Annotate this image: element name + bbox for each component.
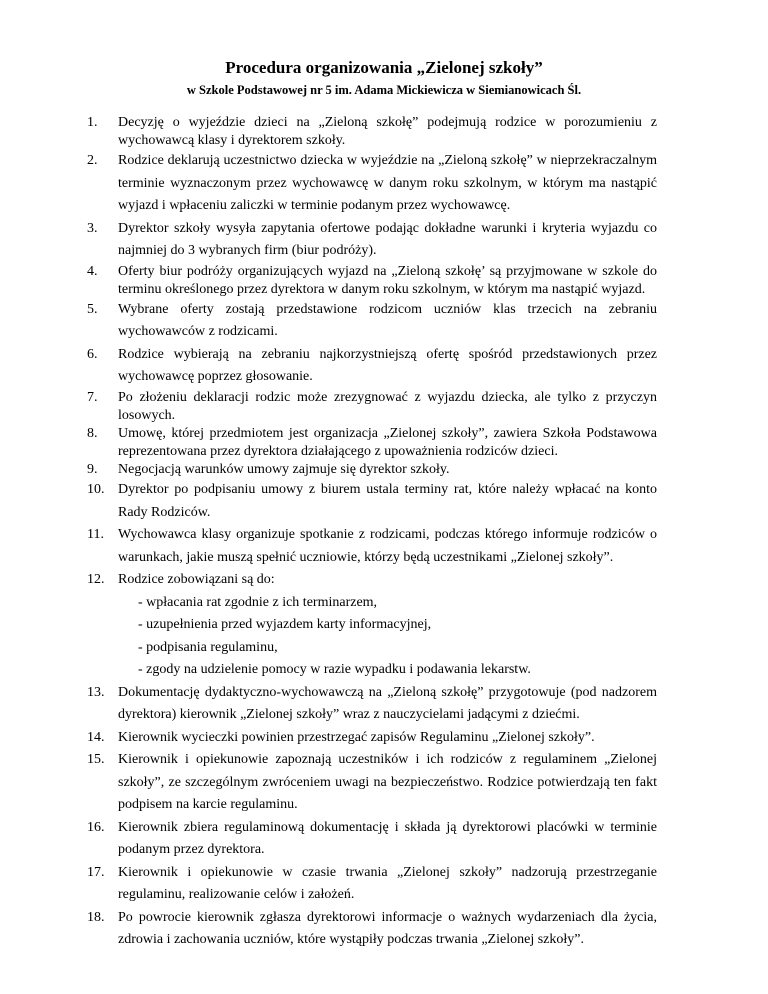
item-number: 10. xyxy=(87,482,105,498)
item-text: Dokumentację dydaktyczno-wychowawczą na „Zieloną szkołę” przygotowuje (pod nadzorem dyrektora) kierownik „Zielonej szkoły” wraz z nauczycielami jadącymi z dziećmi. xyxy=(118,684,657,723)
document-subtitle: w Szkole Podstawowej nr 5 im. Adama Mickiewicza w Siemianowicach Śl. xyxy=(186,83,582,97)
item-text: Umowę, której przedmiotem jest organizacja „Zielonej szkoły”, zawiera Szkoła Podstawowa reprezentowana przez dyrektora działającego z upoważnienia rodziców dzieci. xyxy=(118,426,657,460)
item-text: Negocjacją warunków umowy zajmuje się dyrektor szkoły. xyxy=(118,462,450,478)
subitem: - wpłacania rat zgodnie z ich terminarzem, xyxy=(138,594,378,610)
list-item xyxy=(0,817,657,862)
item-number: 6. xyxy=(87,346,98,362)
item-text: Rodzice wybierają na zebraniu najkorzystniejszą ofertę spośród przedstawionych przez wychowawcę poprzez głosowanie. xyxy=(118,346,657,385)
item-text: Po powrocie kierownik zgłasza dyrektorowi informacje o ważnych wydarzeniach dla życia, zdrowia i zachowania uczniów, które wystąpiły podczas trwania „Zielonej szkoły”. xyxy=(118,909,657,948)
item-text: Kierownik i opiekunowie w czasie trwania „Zielonej szkoły” nadzorują przestrzeganie regulaminu, realizowanie celów i założeń. xyxy=(118,864,657,903)
list-item xyxy=(0,218,657,263)
list-item xyxy=(0,479,657,524)
item-text: Oferty biur podróży organizujących wyjazd na „Zieloną szkołę’ są przyjmowane w szkole do terminu określonego przez dyrektora w danym roku szkolnym, w którym ma nastąpić wyjazd. xyxy=(118,263,657,297)
list-item xyxy=(0,749,657,817)
item-text: Wychowawca klasy organizuje spotkanie z rodzicami, podczas którego informuje rodziców o warunkach, jakie muszą spełnić uczniowie, którzy będą uczestnikami „Zielonej szkoły”. xyxy=(118,527,657,565)
list-item xyxy=(0,727,657,750)
document-title: Procedura organizowania „Zielonej szkoły” xyxy=(225,58,543,77)
list-item xyxy=(0,263,657,299)
item-text: Dyrektor po podpisaniu umowy z biurem ustala terminy rat, które należy wpłacać na konto Rady Rodziców. xyxy=(118,482,657,520)
item-text: Po złożeniu deklaracji rodzic może zrezygnować z wyjazdu dziecka, ale tylko z przyczyn losowych. xyxy=(118,389,657,423)
item-number: 17. xyxy=(87,864,105,880)
item-number: 5. xyxy=(87,301,98,317)
list-item xyxy=(0,425,657,461)
list-item xyxy=(0,114,657,150)
item-number: 2. xyxy=(87,153,98,169)
list-item xyxy=(0,150,657,218)
list-item xyxy=(0,389,657,425)
item-text: Kierownik i opiekunowie zapoznają uczestników i ich rodziców z regulaminem „Zielonej szkoły”, ze szczególnym zwróceniem uwagi na bezpieczeństwo. Rodzice potwierdzają ten fakt podpisem na karcie regulaminu. xyxy=(118,752,657,813)
list-item xyxy=(0,569,657,682)
item-text: Rodzice deklarują uczestnictwo dziecka w wyjeździe na „Zieloną szkołę” w nieprzekraczalnym terminie wyznaczonym przez wychowawcę w danym roku szkolnym, w którym ma nastąpić wyjazd i wpłaceniu zaliczki w terminie podanym przez wychowawcę. xyxy=(118,153,657,214)
item-number: 7. xyxy=(87,389,98,405)
list-item xyxy=(0,344,657,389)
list-item xyxy=(0,682,657,727)
item-number: 11. xyxy=(87,527,104,543)
item-number: 12. xyxy=(87,572,105,588)
item-number: 18. xyxy=(87,909,105,925)
list-item xyxy=(0,862,657,907)
subitem: - zgody na udzielenie pomocy w razie wypadku i podawania lekarstw. xyxy=(138,662,531,678)
list-item xyxy=(0,299,657,344)
subitem: - podpisania regulaminu, xyxy=(138,639,278,655)
item-number: 15. xyxy=(87,752,105,768)
item-text: Rodzice zobowiązani są do: xyxy=(118,572,275,588)
item-number: 13. xyxy=(87,684,105,700)
item-number: 3. xyxy=(87,220,98,236)
list-item xyxy=(0,907,657,952)
item-text: Decyzję o wyjeździe dzieci na „Zieloną szkołę” podejmują rodzice w porozumieniu z wychowawcą klasy i dyrektorem szkoły. xyxy=(118,115,657,149)
item-number: 9. xyxy=(87,462,98,478)
item-text: Wybrane oferty zostają przedstawione rodzicom uczniów klas trzecich na zebraniu wychowawców z rodzicami. xyxy=(118,301,657,340)
item-text: Kierownik zbiera regulaminową dokumentację i składa ją dyrektorowi placówki w terminie podanym przez dyrektora. xyxy=(118,819,657,858)
item-number: 1. xyxy=(87,115,98,130)
list-item xyxy=(0,461,657,479)
item-number: 14. xyxy=(87,729,105,745)
item-number: 16. xyxy=(87,819,105,835)
item-text: Dyrektor szkoły wysyła zapytania ofertowe podając dokładne warunki i kryteria wyjazdu co najmniej do 3 wybranych firm (biur podróży). xyxy=(118,220,657,259)
subitem: - uzupełnienia przed wyjazdem karty informacyjnej, xyxy=(138,617,432,633)
list-item xyxy=(0,524,657,569)
item-number: 4. xyxy=(87,263,98,279)
item-text: Kierownik wycieczki powinien przestrzegać zapisów Regulaminu „Zielonej szkoły”. xyxy=(118,729,595,745)
procedure-list xyxy=(0,114,768,952)
item-number: 8. xyxy=(87,426,98,442)
